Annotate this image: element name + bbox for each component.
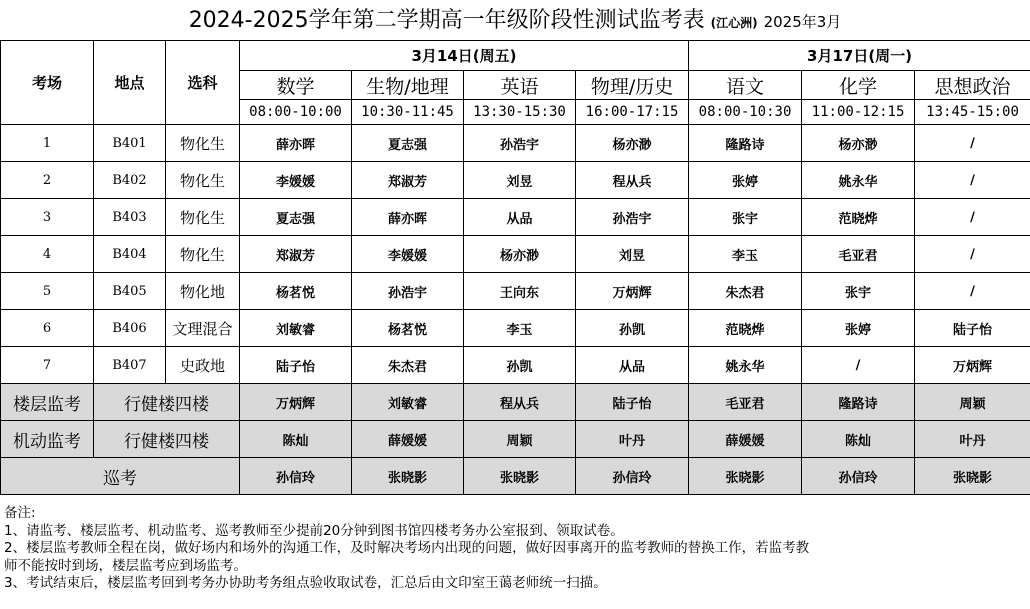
proctor-name: 张婷 <box>802 310 915 347</box>
proctor-name: 朱杰君 <box>352 347 464 384</box>
room-place: B406 <box>94 310 166 347</box>
subject-name: 语文 <box>689 71 802 100</box>
table-row <box>1 199 1030 236</box>
header-day-2: 3月17日(周一) <box>689 41 1030 71</box>
proctor-name: 张婷 <box>689 162 802 199</box>
patrol-name: 孙信玲 <box>240 458 352 495</box>
room-elective: 文理混合 <box>166 310 240 347</box>
proctor-name: 夏志强 <box>240 199 352 236</box>
subject-time: 08:00-10:30 <box>689 100 802 125</box>
floor-proctor-label: 楼层监考 <box>1 384 94 421</box>
subject-name: 英语 <box>464 71 576 100</box>
subject-name: 化学 <box>802 71 915 100</box>
title-location: (江心洲) <box>710 16 758 30</box>
note-line: 3、考试结束后，楼层监考回到考务办协助考务组点验收取试卷，汇总后由文印室王蔼老师统一扫描。 <box>4 575 607 591</box>
proctor-name: 孙浩宇 <box>464 125 576 162</box>
room-elective: 物化生 <box>166 162 240 199</box>
notes <box>4 505 1028 593</box>
mobile-proctor-name: 叶丹 <box>915 421 1030 458</box>
patrol-name: 张晓影 <box>464 458 576 495</box>
proctor-name: 李媛媛 <box>240 162 352 199</box>
room-elective: 物化生 <box>166 199 240 236</box>
room-elective: 物化地 <box>166 273 240 310</box>
floor-proctor-row <box>1 384 1030 421</box>
note-line: 2、楼层监考教师全程在岗，做好场内和场外的沟通工作，及时解决考场内出现的问题，做好因事离开的监考教师的替换工作，若监考教 <box>4 540 810 556</box>
proctor-name: 张宇 <box>689 199 802 236</box>
room-number: 7 <box>1 347 94 384</box>
proctor-name: 薛亦晖 <box>240 125 352 162</box>
floor-proctor-name: 刘敏睿 <box>352 384 464 421</box>
room-place: B407 <box>94 347 166 384</box>
room-place: B404 <box>94 236 166 273</box>
proctor-name: / <box>915 125 1030 162</box>
note-line: 师不能按时到场，楼层监考应到场监考。 <box>4 557 247 574</box>
page-title <box>0 0 1030 40</box>
proctor-table <box>0 40 1030 495</box>
mobile-proctor-name: 叶丹 <box>576 421 689 458</box>
proctor-name: / <box>802 347 915 384</box>
note-line: 备注: <box>4 505 36 521</box>
proctor-name: 朱杰君 <box>689 273 802 310</box>
proctor-name: 杨亦渺 <box>464 236 576 273</box>
proctor-name: 李玉 <box>689 236 802 273</box>
proctor-name: / <box>915 236 1030 273</box>
proctor-name: 刘昱 <box>576 236 689 273</box>
floor-proctor-place: 行健楼四楼 <box>94 384 240 421</box>
subject-name: 生物/地理 <box>352 71 464 100</box>
proctor-name: 杨亦渺 <box>802 125 915 162</box>
proctor-name: 刘昱 <box>464 162 576 199</box>
room-number: 1 <box>1 125 94 162</box>
title-date: 2025年3月 <box>763 13 842 31</box>
proctor-name: 范晓烨 <box>802 199 915 236</box>
header-day-1: 3月14日(周五) <box>240 41 689 71</box>
table-row <box>1 236 1030 273</box>
table-row <box>1 125 1030 162</box>
proctor-name: 毛亚君 <box>802 236 915 273</box>
proctor-name: 孙浩宇 <box>576 199 689 236</box>
subject-name: 物理/历史 <box>576 71 689 100</box>
patrol-name: 张晓影 <box>915 458 1030 495</box>
room-elective: 史政地 <box>166 347 240 384</box>
proctor-name: 刘敏睿 <box>240 310 352 347</box>
mobile-proctor-name: 陈灿 <box>802 421 915 458</box>
floor-proctor-name: 万炳辉 <box>240 384 352 421</box>
proctor-name: 杨茗悦 <box>240 273 352 310</box>
proctor-name: 郑淑芳 <box>240 236 352 273</box>
room-rows <box>1 125 1030 384</box>
room-place: B402 <box>94 162 166 199</box>
mobile-proctor-name: 薛媛媛 <box>352 421 464 458</box>
mobile-proctor-name: 周颖 <box>464 421 576 458</box>
proctor-name: 孙凯 <box>576 310 689 347</box>
mobile-proctor-label: 机动监考 <box>1 421 94 458</box>
proctor-name: 姚永华 <box>689 347 802 384</box>
floor-proctor-name: 陆子怡 <box>576 384 689 421</box>
mobile-proctor-name: 薛媛媛 <box>689 421 802 458</box>
proctor-name: 从品 <box>464 199 576 236</box>
proctor-name: 姚永华 <box>802 162 915 199</box>
proctor-name: 杨亦渺 <box>576 125 689 162</box>
subject-name: 数学 <box>240 71 352 100</box>
note-line: 1、请监考、楼层监考、机动监考、巡考教师至少提前20分钟到图书馆四楼考务办公室报到、领取试卷。 <box>4 522 624 539</box>
proctor-name: 陆子怡 <box>240 347 352 384</box>
room-elective: 物化生 <box>166 236 240 273</box>
proctor-name: 程从兵 <box>576 162 689 199</box>
proctor-name: 李玉 <box>464 310 576 347</box>
floor-proctor-name: 程从兵 <box>464 384 576 421</box>
proctor-name: 张宇 <box>802 273 915 310</box>
table-row <box>1 310 1030 347</box>
room-number: 5 <box>1 273 94 310</box>
patrol-name: 孙信玲 <box>802 458 915 495</box>
proctor-name: 万炳辉 <box>915 347 1030 384</box>
proctor-name: 王向东 <box>464 273 576 310</box>
room-place: B401 <box>94 125 166 162</box>
floor-proctor-name: 毛亚君 <box>689 384 802 421</box>
proctor-name: 夏志强 <box>352 125 464 162</box>
table-row <box>1 347 1030 384</box>
room-place: B405 <box>94 273 166 310</box>
proctor-name: 孙凯 <box>464 347 576 384</box>
subject-time: 10:30-11:45 <box>352 100 464 125</box>
floor-proctor-name: 隆路诗 <box>802 384 915 421</box>
room-number: 4 <box>1 236 94 273</box>
proctor-name: 陆子怡 <box>915 310 1030 347</box>
mobile-proctor-place: 行健楼四楼 <box>94 421 240 458</box>
subject-time: 16:00-17:15 <box>576 100 689 125</box>
proctor-name: 范晓烨 <box>689 310 802 347</box>
room-number: 3 <box>1 199 94 236</box>
proctor-name: 薛亦晖 <box>352 199 464 236</box>
proctor-name: / <box>915 273 1030 310</box>
proctor-name: / <box>915 162 1030 199</box>
patrol-name: 孙信玲 <box>576 458 689 495</box>
subject-time: 08:00-10:00 <box>240 100 352 125</box>
proctor-name: 孙浩宇 <box>352 273 464 310</box>
proctor-name: 隆路诗 <box>689 125 802 162</box>
room-elective: 物化生 <box>166 125 240 162</box>
patrol-row <box>1 458 1030 495</box>
header-elective: 选科 <box>166 41 240 125</box>
subject-time: 13:30-15:30 <box>464 100 576 125</box>
proctor-name: 李媛媛 <box>352 236 464 273</box>
table-row <box>1 162 1030 199</box>
proctor-name: / <box>915 199 1030 236</box>
patrol-label: 巡考 <box>1 458 240 495</box>
subject-time: 13:45-15:00 <box>915 100 1030 125</box>
header-place: 地点 <box>94 41 166 125</box>
proctor-name: 从品 <box>576 347 689 384</box>
mobile-proctor-name: 陈灿 <box>240 421 352 458</box>
floor-proctor-name: 周颖 <box>915 384 1030 421</box>
subject-name: 思想政治 <box>915 71 1030 100</box>
header-room: 考场 <box>1 41 94 125</box>
table-row <box>1 273 1030 310</box>
room-number: 6 <box>1 310 94 347</box>
patrol-name: 张晓影 <box>689 458 802 495</box>
proctor-name: 万炳辉 <box>576 273 689 310</box>
title-main: 2024-2025学年第二学期高一年级阶段性测试监考表 <box>188 8 705 33</box>
subject-time: 11:00-12:15 <box>802 100 915 125</box>
proctor-name: 郑淑芳 <box>352 162 464 199</box>
room-place: B403 <box>94 199 166 236</box>
room-number: 2 <box>1 162 94 199</box>
mobile-proctor-row <box>1 421 1030 458</box>
proctor-name: 杨茗悦 <box>352 310 464 347</box>
patrol-name: 张晓影 <box>352 458 464 495</box>
